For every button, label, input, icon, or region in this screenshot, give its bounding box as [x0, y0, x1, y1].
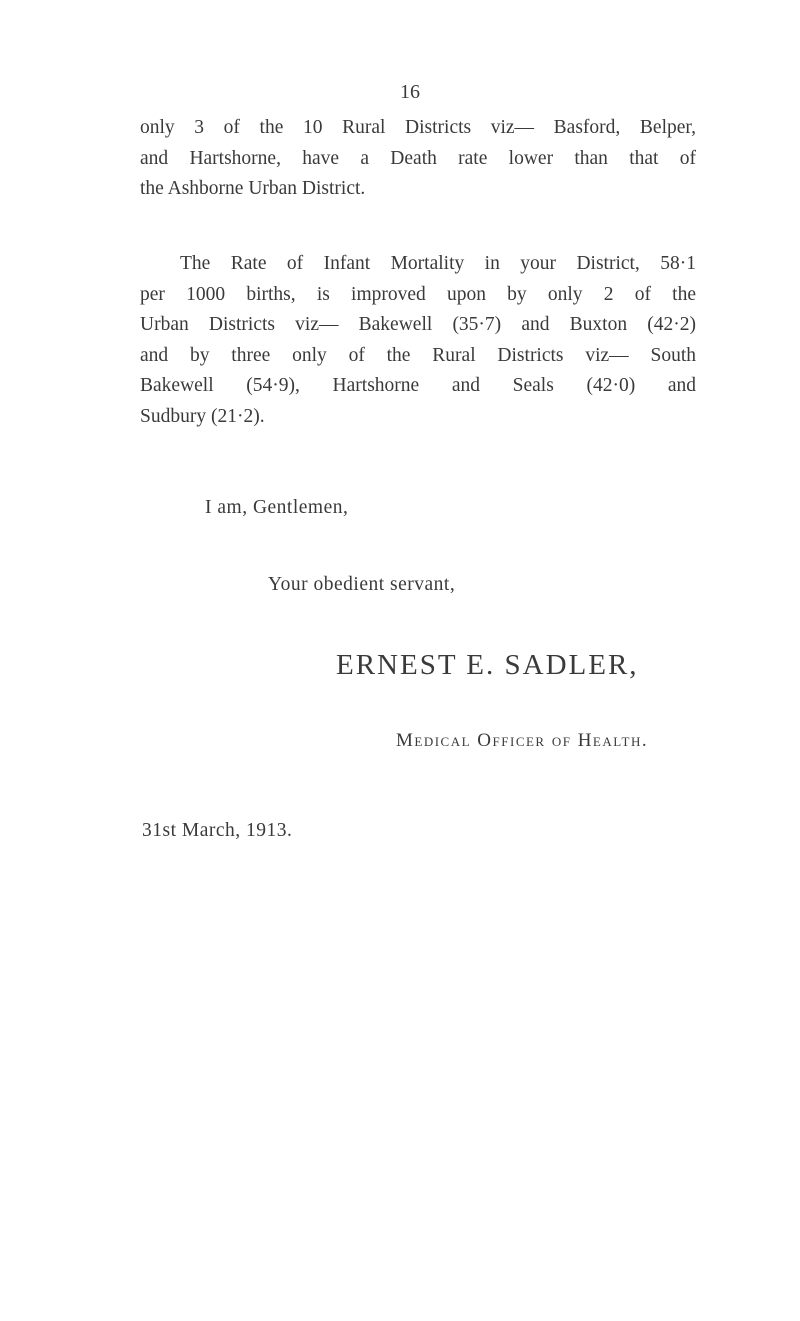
signature-title: Medical Officer of Health. [396, 730, 649, 751]
text-line: The Rate of Infant Mortality in your District, 58·1 [180, 253, 696, 274]
text-line: and Hartshorne, have a Death rate lower than that of [140, 147, 696, 169]
text-line: and by three only of the Rural Districts viz— South [140, 344, 696, 366]
paragraph-infant-mortality [140, 249, 696, 432]
text-line: Urban Districts viz— Bakewell (35·7) and Buxton (42·2) [140, 314, 696, 335]
paragraph-death-rate [140, 113, 696, 205]
signature-name: ERNEST E. SADLER, [336, 649, 639, 681]
text-line: per 1000 births, is improved upon by only 2 of the [140, 283, 696, 305]
page-number: 16 [400, 81, 420, 103]
letter-date: 31st March, 1913. [142, 820, 293, 841]
text-line: Sudbury (21·2). [140, 405, 265, 427]
text-line: only 3 of the 10 Rural Districts viz— Basford, Belper, [140, 117, 696, 138]
closing-line: I am, Gentlemen, [205, 497, 349, 518]
salutation-line: Your obedient servant, [268, 574, 456, 595]
text-line: Bakewell (54·9), Hartshorne and Seals (42·0) and [140, 375, 696, 396]
text-line: the Ashborne Urban District. [140, 178, 366, 199]
